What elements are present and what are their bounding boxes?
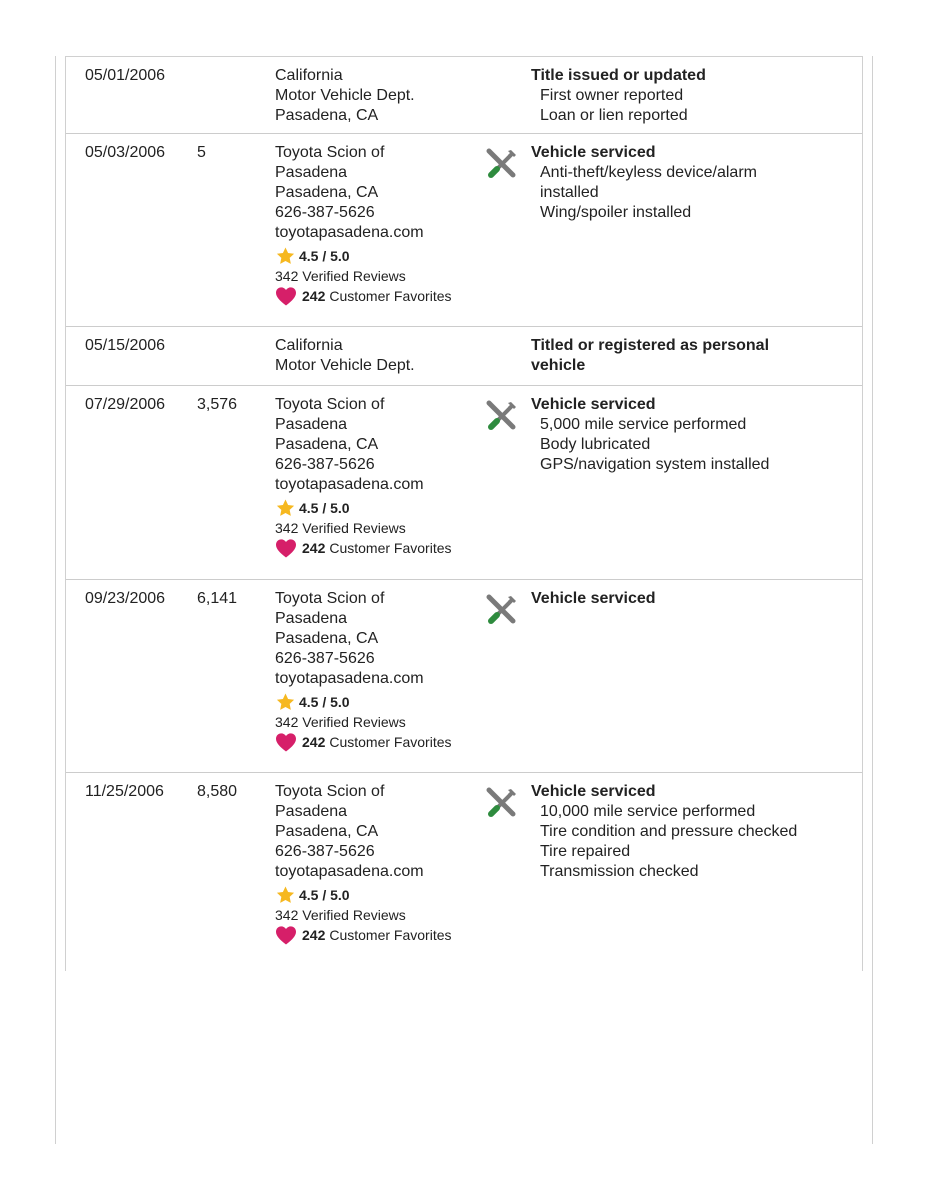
outer-frame-left-border [55,56,56,1144]
heart-icon [275,538,297,558]
star-icon [275,692,296,712]
record-date: 07/29/2006 [85,396,166,413]
details-title: Vehicle serviced [531,590,656,607]
source-line: toyotapasadena.com [275,670,424,687]
source-line: Motor Vehicle Dept. [275,87,415,104]
source-line: Pasadena, CA [275,184,379,201]
source-line: 626-387-5626 [275,204,375,221]
verified-reviews: 342 Verified Reviews [275,907,406,923]
favorites-count: 242 [302,540,326,556]
details-item: Anti-theft/keyless device/alarm [540,164,757,181]
source-line: California [275,67,343,84]
verified-reviews: 342 Verified Reviews [275,268,406,284]
history-record-row [66,580,862,773]
record-details [531,395,851,475]
details-item: GPS/navigation system installed [540,456,770,473]
source-line: Pasadena, CA [275,823,379,840]
record-mileage: 8,580 [197,783,238,800]
record-date: 05/15/2006 [85,337,166,354]
details-title: Titled or registered as personal vehicle [531,337,770,374]
dealer-rating [275,497,480,519]
source-line: Toyota Scion of [275,396,385,413]
details-title: Vehicle serviced [531,144,656,161]
record-source [275,395,480,559]
record-mileage: 6,141 [197,590,238,607]
source-line: 626-387-5626 [275,456,375,473]
source-line: Pasadena [275,803,348,820]
details-title: Vehicle serviced [531,783,656,800]
source-line: toyotapasadena.com [275,476,424,493]
record-details [531,66,851,126]
source-line: Pasadena, CA [275,436,379,453]
outer-frame-right-border [872,56,873,1144]
customer-favorites [275,285,480,307]
details-item: Tire condition and pressure checked [540,823,798,840]
history-record-row [66,134,862,327]
rating-value: 4.5 / 5.0 [299,887,350,903]
heart-icon [275,286,297,306]
details-item: installed [540,184,599,201]
vehicle-history-table [66,57,862,971]
history-record-row [66,386,862,580]
details-title: Vehicle serviced [531,396,656,413]
details-item: Wing/spoiler installed [540,204,692,221]
details-item: Loan or lien reported [540,107,688,124]
customer-favorites [275,537,480,559]
source-line: Toyota Scion of [275,783,385,800]
favorites-count: 242 [302,927,326,943]
details-title: Title issued or updated [531,67,706,84]
dealer-rating [275,691,480,713]
record-source [275,66,480,126]
source-line: Pasadena, CA [275,107,379,124]
star-icon [275,246,296,266]
record-date: 11/25/2006 [85,783,164,800]
history-record-row [66,327,862,386]
source-line: Motor Vehicle Dept. [275,357,415,374]
star-icon [275,885,296,905]
record-source [275,143,480,307]
source-line: Toyota Scion of [275,590,385,607]
history-record-row [66,57,862,134]
source-line: Pasadena [275,416,348,433]
favorites-label: Customer Favorites [329,734,452,750]
favorites-count: 242 [302,288,326,304]
record-source [275,782,480,946]
customer-favorites [275,924,480,946]
favorites-count: 242 [302,734,326,750]
history-record-row [66,773,862,971]
source-line: Toyota Scion of [275,144,385,161]
customer-favorites [275,731,480,753]
details-item: First owner reported [540,87,684,104]
record-date: 05/01/2006 [85,67,166,84]
rating-value: 4.5 / 5.0 [299,248,350,264]
details-item: 5,000 mile service performed [540,416,747,433]
source-line: toyotapasadena.com [275,224,424,241]
record-details [531,336,801,376]
details-item: Transmission checked [540,863,699,880]
source-line: Pasadena [275,164,348,181]
record-date: 09/23/2006 [85,590,166,607]
heart-icon [275,925,297,945]
verified-reviews: 342 Verified Reviews [275,714,406,730]
dealer-rating [275,245,480,267]
record-mileage: 3,576 [197,396,238,413]
details-item: Tire repaired [540,843,631,860]
verified-reviews: 342 Verified Reviews [275,520,406,536]
table-right-border [862,56,863,971]
wrench-screwdriver-icon [484,592,520,628]
source-line: 626-387-5626 [275,650,375,667]
wrench-screwdriver-icon [484,146,520,182]
favorites-label: Customer Favorites [329,927,452,943]
record-details [531,782,851,882]
star-icon [275,498,296,518]
record-source [275,336,480,376]
source-line: Pasadena [275,610,348,627]
rating-value: 4.5 / 5.0 [299,500,350,516]
wrench-screwdriver-icon [484,398,520,434]
wrench-screwdriver-icon [484,785,520,821]
favorites-label: Customer Favorites [329,288,452,304]
source-line: toyotapasadena.com [275,863,424,880]
favorites-label: Customer Favorites [329,540,452,556]
record-date: 05/03/2006 [85,144,166,161]
source-line: California [275,337,343,354]
source-line: Pasadena, CA [275,630,379,647]
record-details [531,143,851,223]
details-item: Body lubricated [540,436,651,453]
record-details [531,589,851,609]
rating-value: 4.5 / 5.0 [299,694,350,710]
record-source [275,589,480,753]
source-line: 626-387-5626 [275,843,375,860]
details-item: 10,000 mile service performed [540,803,756,820]
record-mileage: 5 [197,144,206,161]
dealer-rating [275,884,480,906]
heart-icon [275,732,297,752]
